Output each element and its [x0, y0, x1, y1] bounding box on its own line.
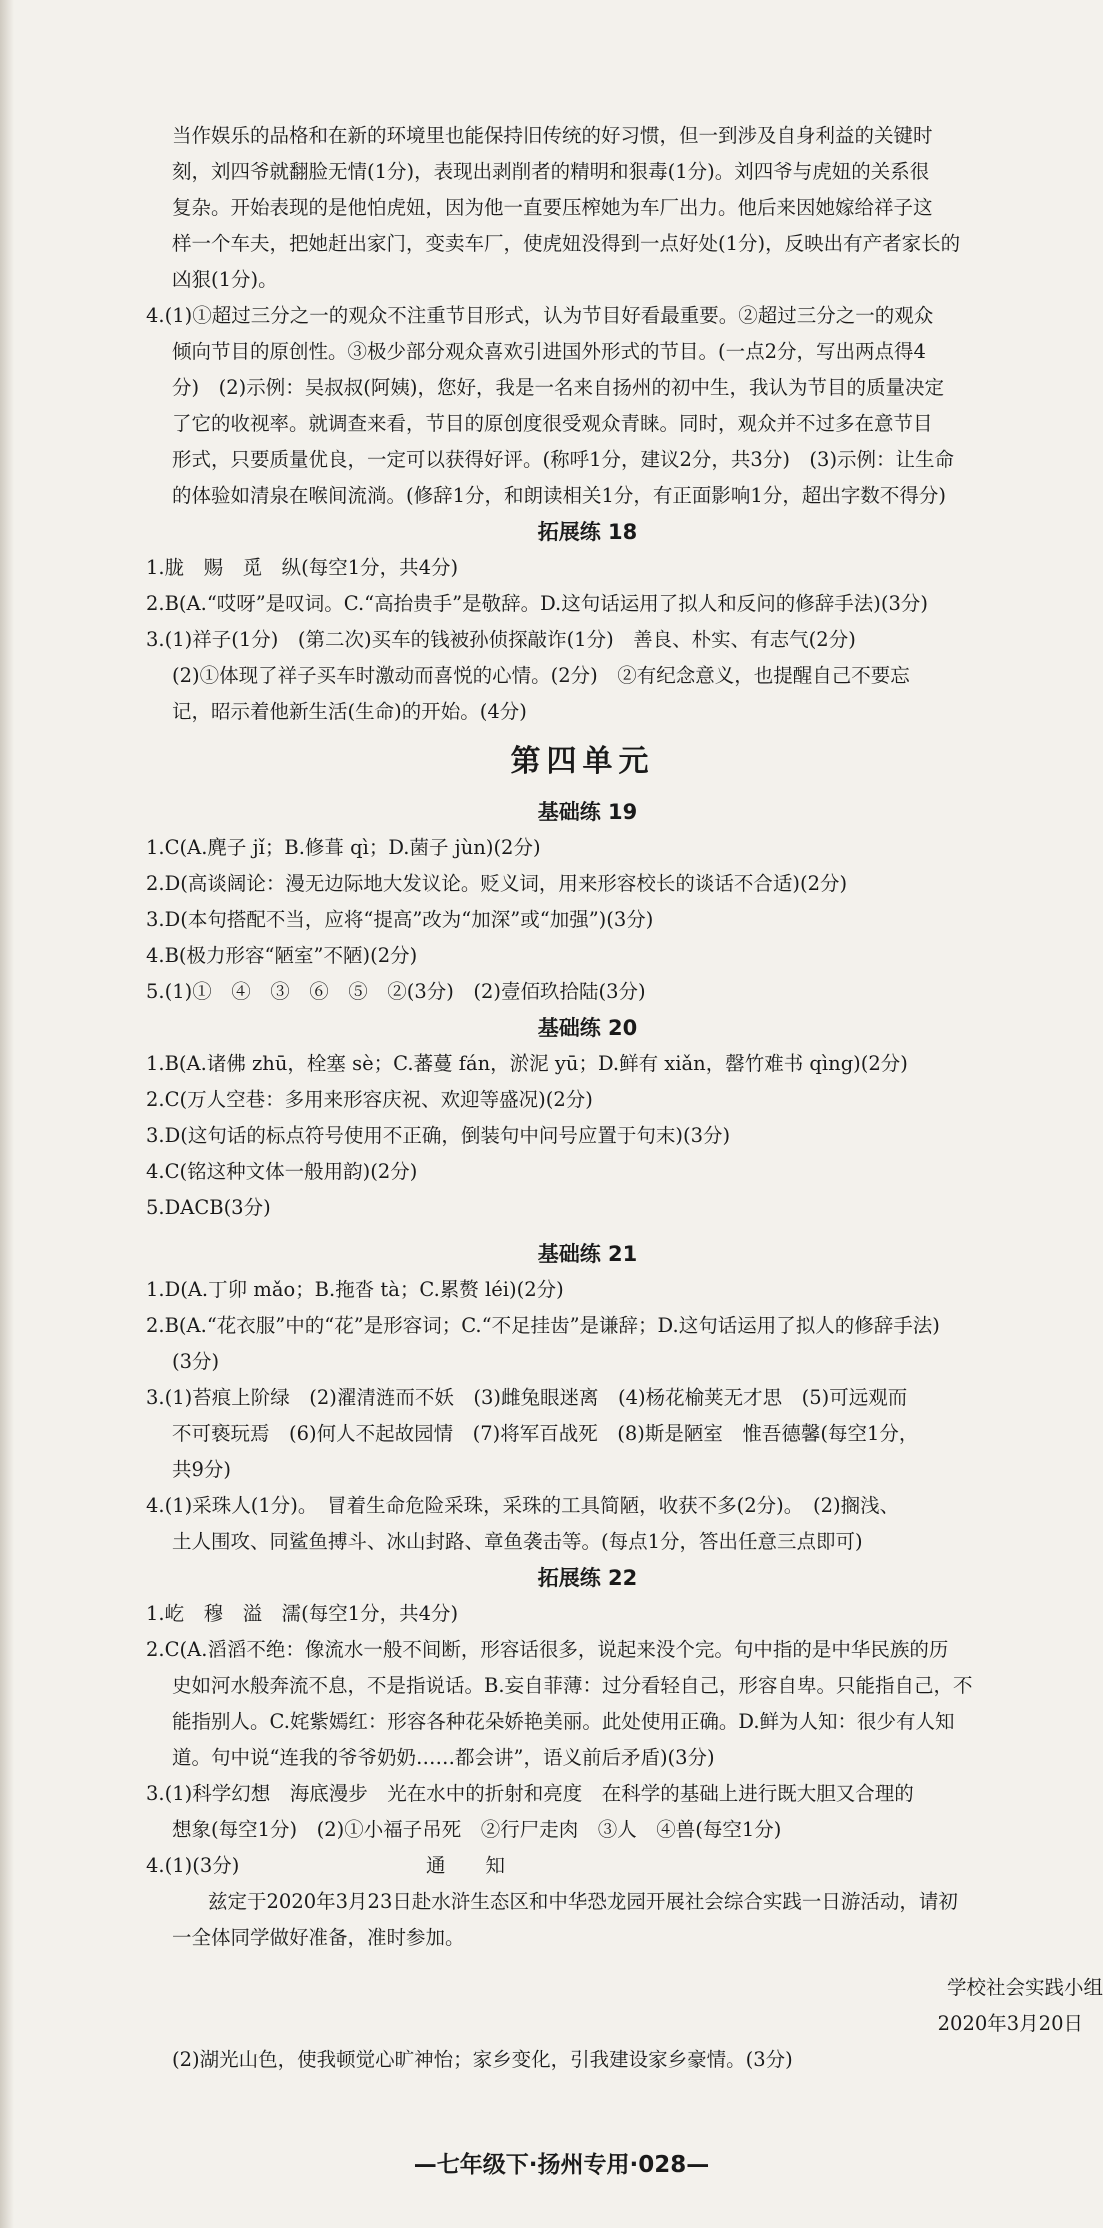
question-4	[146, 1848, 1063, 1884]
text-line: 想象(每空1分) (2)①小福子吊死 ②行尸走肉 ③人 ④兽(每空1分)	[172, 1818, 782, 1841]
question-2: 2.B(A.“哎呀”是叹词。C.“高抬贵手”是敬辞。D.这句话运用了拟人和反问的修辞手法)(3分)	[146, 592, 928, 615]
section-heading-tuozhan-18: 拓展练 18	[537, 520, 638, 544]
text-line: 的体验如清泉在喉间流淌。(修辞1分，和朗读相关1分，有正面影响1分，超出字数不得分)	[172, 484, 946, 507]
text-line: (3分)	[172, 1350, 220, 1373]
text-line: 刻，刘四爷就翻脸无情(1分)，表现出剥削者的精明和狠毒(1分)。刘四爷与虎妞的关系很	[172, 160, 930, 183]
page-footer: —七年级下·扬州专用·028—	[413, 2152, 710, 2178]
text-line: 凶狠(1分)。	[172, 268, 278, 291]
notice-body: 兹定于2020年3月23日赴水浒生态区和中华恐龙园开展社会综合实践一日游活动，请初	[208, 1890, 958, 1913]
question-3: 3.(1)苔痕上阶绿 (2)濯清涟而不妖 (3)雌兔眼迷离 (4)杨花榆荚无才思 (5)可远观而	[146, 1386, 908, 1409]
question-5: 5.(1)① ④ ③ ⑥ ⑤ ②(3分) (2)壹佰玖拾陆(3分)	[146, 980, 646, 1003]
text-line: 样一个车夫，把她赶出家门，变卖车厂，使虎妞没得到一点好处(1分)，反映出有产者家长的	[172, 232, 961, 255]
answer-content	[146, 118, 1103, 2078]
text-line: (2)湖光山色，使我顿觉心旷神怡；家乡变化，引我建设家乡豪情。(3分)	[172, 2048, 793, 2071]
notice-date: 2020年3月20日	[937, 2012, 1083, 2035]
text-line: 形式，只要质量优良，一定可以获得好评。(称呼1分，建议2分，共3分) (3)示例：让生命	[172, 448, 955, 471]
question-3: 3.(1)科学幻想 海底漫步 光在水中的折射和亮度 在科学的基础上进行既大胆又合理的	[146, 1782, 914, 1805]
question-4-label: 4.(1)(3分)	[146, 1854, 240, 1877]
section-heading-jichu-19: 基础练 19	[537, 800, 638, 824]
question-4: 4.B(极力形容“陋室”不陋)(2分)	[146, 944, 418, 967]
section-heading-jichu-20: 基础练 20	[537, 1016, 638, 1040]
question-2: 2.C(A.滔滔不绝：像流水一般不间断，形容话很多，说起来没个完。句中指的是中华民族的历	[146, 1638, 949, 1661]
text-line: (2)①体现了祥子买车时激动而喜悦的心情。(2分) ②有纪念意义，也提醒自己不要忘	[172, 664, 910, 687]
text-line: 当作娱乐的品格和在新的环境里也能保持旧传统的好习惯，但一到涉及自身利益的关键时	[172, 124, 933, 147]
question-1: 1.屹 穆 溢 濡(每空1分，共4分)	[146, 1602, 459, 1625]
section-heading-tuozhan-22: 拓展练 22	[537, 1566, 638, 1590]
question-4: 4.(1)采珠人(1分)。 冒着生命危险采珠，采珠的工具简陋，收获不多(2分)。 (2)搁浅、	[146, 1494, 900, 1517]
question-3: 3.D(这句话的标点符号使用不正确，倒装句中问号应置于句末)(3分)	[146, 1124, 731, 1147]
page-edge-shadow	[0, 0, 14, 2228]
text-line: 分) (2)示例：吴叔叔(阿姨)，您好，我是一名来自扬州的初中生，我认为节目的质量决定	[172, 376, 944, 399]
text-line: 了它的收视率。就调查来看，节目的原创度很受观众青睐。同时，观众并不过多在意节目	[172, 412, 933, 435]
notice-title: 通知	[426, 1854, 546, 1877]
question-2: 2.C(万人空巷：多用来形容庆祝、欢迎等盛况)(2分)	[146, 1088, 593, 1111]
text-line: 史如河水般奔流不息，不是指说话。B.妄自菲薄：过分看轻自己，形容自卑。只能指自己，不	[172, 1674, 973, 1697]
section-heading-jichu-21: 基础练 21	[537, 1242, 638, 1266]
text-line: 复杂。开始表现的是他怕虎妞，因为他一直要压榨她为车厂出力。他后来因她嫁给祥子这	[172, 196, 933, 219]
question-4: 4.C(铭这种文体一般用韵)(2分)	[146, 1160, 418, 1183]
question-3: 3.(1)祥子(1分) (第二次)买车的钱被孙侦探敲诈(1分) 善良、朴实、有志气(2分)	[146, 628, 856, 651]
text-line: 记，昭示着他新生活(生命)的开始。(4分)	[172, 700, 527, 723]
text-line: 不可亵玩焉 (6)何人不起故园情 (7)将军百战死 (8)斯是陋室 惟吾德馨(每空1分，	[172, 1422, 919, 1445]
text-line: 共9分)	[172, 1458, 232, 1481]
question-2: 2.D(高谈阔论：漫无边际地大发议论。贬义词，用来形容校长的谈话不合适)(2分)	[146, 872, 848, 895]
text-line: 倾向节目的原创性。③极少部分观众喜欢引进国外形式的节目。(一点2分，写出两点得4	[172, 340, 926, 363]
question-2: 2.B(A.“花衣服”中的“花”是形容词；C.“不足挂齿”是谦辞；D.这句话运用了拟人的修辞手法)	[146, 1314, 940, 1337]
question-3: 3.D(本句搭配不当，应将“提高”改为“加深”或“加强”)(3分)	[146, 908, 654, 931]
text-line: 能指别人。C.姹紫嫣红：形容各种花朵娇艳美丽。此处使用正确。D.鲜为人知：很少有人知	[172, 1710, 955, 1733]
notice-body: 一全体同学做好准备，准时参加。	[172, 1926, 465, 1949]
question-1: 1.C(A.麂子 jǐ；B.修葺 qì；D.菌子 jùn)(2分)	[146, 836, 541, 859]
question-1: 1.D(A.丁卯 mǎo；B.拖沓 tà；C.累赘 léi)(2分)	[146, 1278, 564, 1301]
question-1: 1.B(A.诸佛 zhū，栓塞 sè；C.蕃蔓 fán，淤泥 yū；D.鲜有 xiǎn，罄竹难书 qìng)(2分)	[146, 1052, 908, 1075]
question-1: 1.胧 赐 觅 纵(每空1分，共4分)	[146, 556, 459, 579]
notice-signature: 学校社会实践小组	[946, 1976, 1103, 1999]
question-5: 5.DACB(3分)	[146, 1196, 271, 1219]
text-line: 道。句中说“连我的爷爷奶奶……都会讲”，语义前后矛盾)(3分)	[172, 1746, 715, 1769]
text-line: 土人围攻、同鲨鱼搏斗、冰山封路、章鱼袭击等。(每点1分，答出任意三点即可)	[172, 1530, 863, 1553]
question-4: 4.(1)①超过三分之一的观众不注重节目形式，认为节目好看最重要。②超过三分之一的观众	[146, 304, 934, 327]
unit-title: 第四单元	[510, 744, 655, 779]
